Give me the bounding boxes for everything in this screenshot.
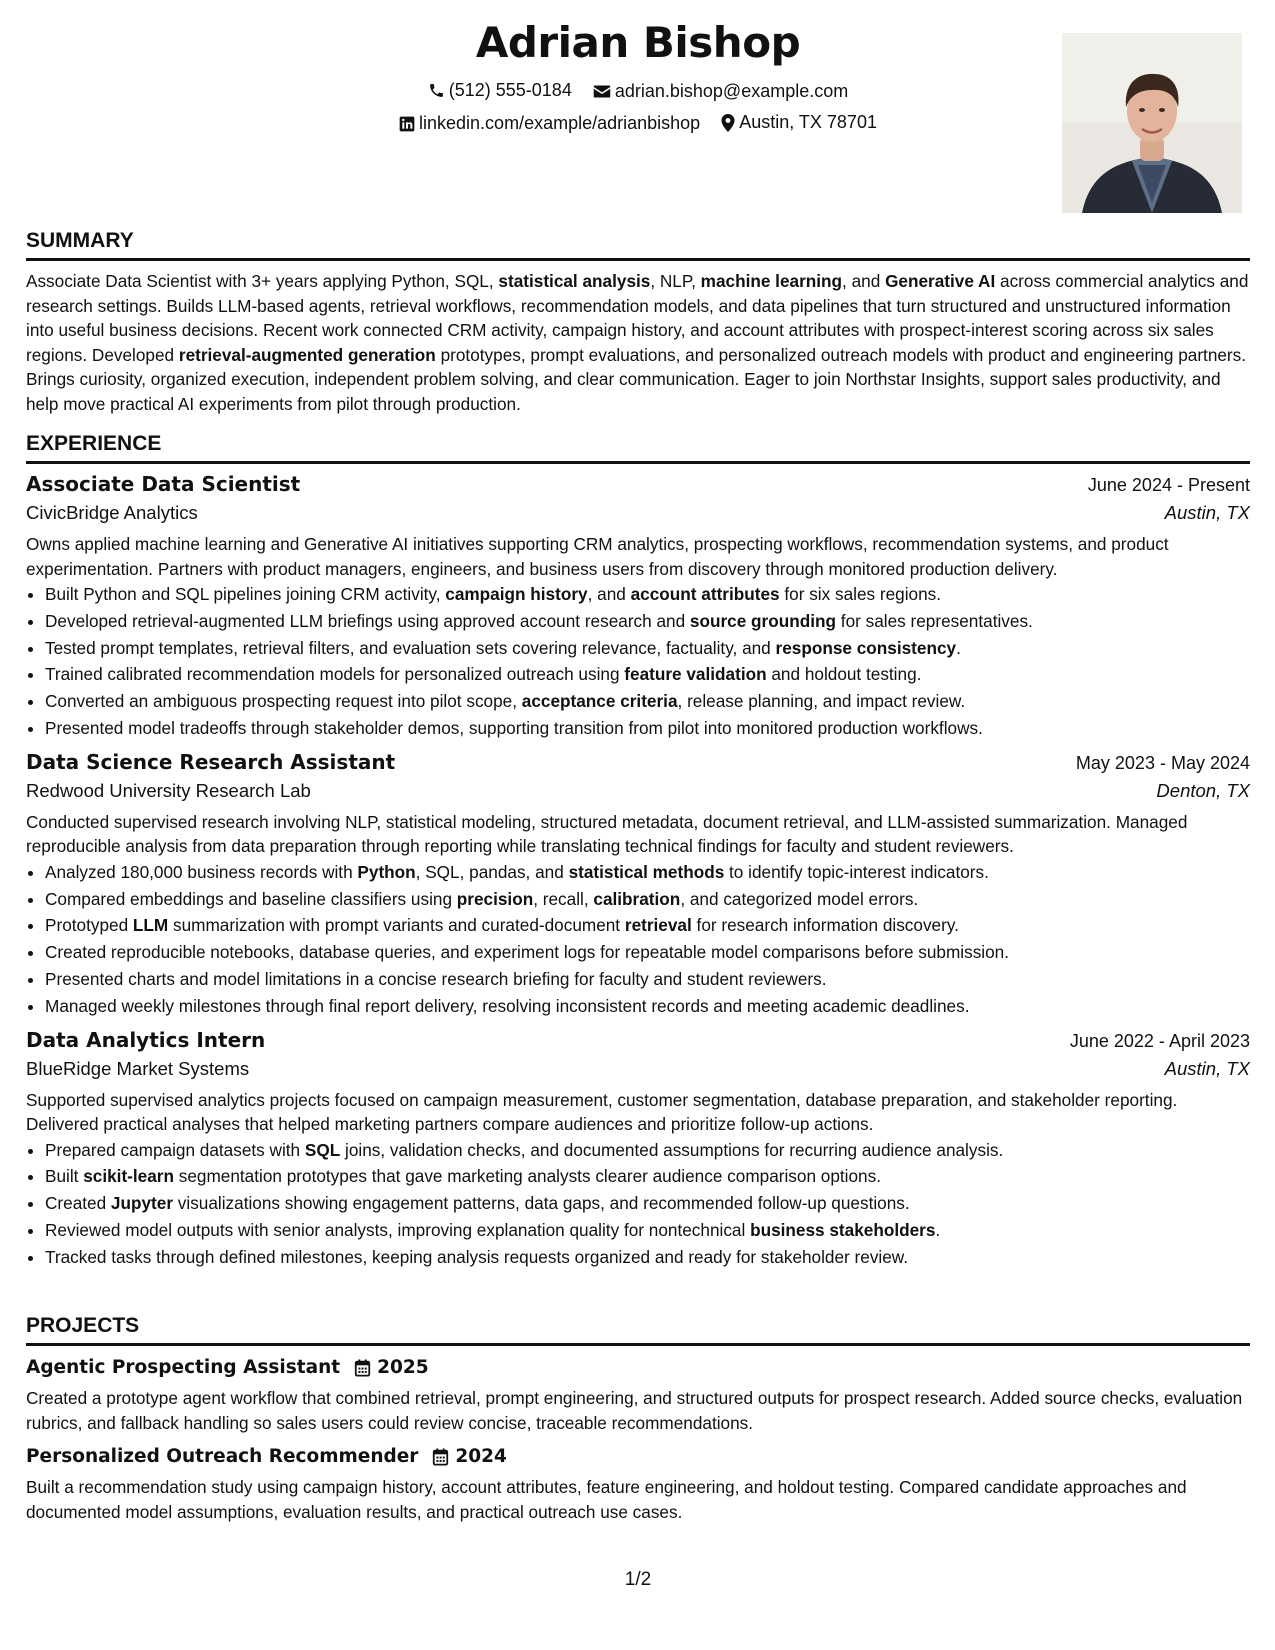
bullet-text: visualizations showing engagement patterns, data gaps, and recommended follow-up questions. xyxy=(173,1193,910,1214)
location-contact xyxy=(721,112,877,133)
location-text: Austin, TX 78701 xyxy=(739,112,877,132)
bullet-item xyxy=(45,966,1250,993)
calendar-icon xyxy=(432,1448,449,1466)
job-header xyxy=(26,1028,1250,1052)
project-year: 2024 xyxy=(455,1446,507,1467)
bullet-text: joins, validation checks, and documented assumptions for recurring audience analysis. xyxy=(340,1139,1004,1160)
job-header xyxy=(26,472,1250,496)
bullet-item xyxy=(45,886,1250,913)
job-title: Associate Data Scientist xyxy=(26,472,301,496)
bullet-item xyxy=(45,635,1250,662)
bullet-highlight: source grounding xyxy=(689,610,837,631)
linkedin-icon xyxy=(399,116,415,132)
bullet-text: for six sales regions. xyxy=(779,584,942,604)
summary-segment: , and xyxy=(842,271,886,291)
envelope-icon xyxy=(593,84,611,99)
company-name: CivicBridge Analytics xyxy=(26,502,198,523)
projects-heading: PROJECTS xyxy=(26,1313,1250,1346)
bullet-text: , and xyxy=(587,584,631,604)
bullet-text: Built xyxy=(45,1166,84,1187)
bullet-item xyxy=(45,1217,1250,1244)
bullet-item xyxy=(45,608,1250,635)
summary-highlight: Generative AI xyxy=(885,271,996,291)
bullet-highlight: precision xyxy=(456,888,534,909)
bullet-text: to identify topic-interest indicators. xyxy=(724,861,989,882)
email-address[interactable]: adrian.bishop@example.com xyxy=(614,81,849,101)
job-header xyxy=(26,750,1250,774)
summary-highlight: machine learning xyxy=(700,271,843,291)
job-dates: May 2023 - May 2024 xyxy=(1075,752,1250,773)
bullet-highlight: retrieval xyxy=(624,915,692,936)
bullet-highlight: Python xyxy=(357,861,416,882)
bullet-item xyxy=(45,1244,1250,1271)
project-name: Agentic Prospecting Assistant xyxy=(26,1357,341,1378)
page-number: 1/2 xyxy=(624,1569,652,1590)
bullet-text: Managed weekly milestones through final report delivery, resolving inconsistent records and meeting academic deadlines. xyxy=(45,995,970,1016)
job-entry xyxy=(26,750,1250,1020)
job-subheader xyxy=(26,780,1250,802)
project-description: Built a recommendation study using campaign history, account attributes, feature engineering, and holdout testing. Compared candidate approaches and documented model assumptions, evaluation results, and practical outreach use cases. xyxy=(26,1477,1187,1522)
bullet-text: Converted an ambiguous prospecting request into pilot scope, xyxy=(45,691,522,712)
bullet-item xyxy=(45,715,1250,742)
email-contact[interactable] xyxy=(593,81,848,102)
bullet-item xyxy=(45,859,1250,886)
job-location: Austin, TX xyxy=(1164,1057,1250,1079)
job-bullets xyxy=(26,859,1250,1020)
job-bullets xyxy=(26,581,1250,742)
bullet-text: and holdout testing. xyxy=(766,664,922,685)
phone-contact xyxy=(428,80,572,101)
job-description: Supported supervised analytics projects focused on campaign measurement, customer segmentation, database preparation, and stakeholder reporting. Delivered practical analyses that helped marketing partners compare audiences and prioritize follow-up actions. xyxy=(26,1089,1178,1135)
bullet-text: , release planning, and impact review. xyxy=(677,691,966,712)
linkedin-url[interactable]: linkedin.com/example/adrianbishop xyxy=(419,113,701,133)
job-bullets xyxy=(26,1137,1250,1271)
job-list xyxy=(26,472,1250,1271)
bullet-text: for sales representatives. xyxy=(836,610,1033,631)
bullet-text: Built Python and SQL pipelines joining CRM activity, xyxy=(45,584,446,604)
job-title: Data Analytics Intern xyxy=(26,1027,266,1052)
bullet-item xyxy=(45,1163,1250,1190)
experience-section xyxy=(26,431,1250,1271)
summary-text xyxy=(26,269,1250,416)
resume-page xyxy=(26,0,1250,1650)
bullet-text: for research information discovery. xyxy=(691,915,959,936)
summary-segment: , NLP, xyxy=(650,271,701,291)
profile-photo xyxy=(1062,33,1242,213)
bullet-text: Created reproducible notebooks, database queries, and experiment logs for repeatable model comparisons before submission. xyxy=(45,942,1010,963)
experience-heading: EXPERIENCE xyxy=(26,431,1250,464)
summary-segment: Associate Data Scientist with 3+ years applying Python, SQL, xyxy=(26,271,499,291)
bullet-highlight: feature validation xyxy=(624,664,767,685)
bullet-text: Reviewed model outputs with senior analysts, improving explanation quality for nontechnical xyxy=(45,1219,751,1240)
job-description: Conducted supervised research involving NLP, statistical modeling, structured metadata, document retrieval, and LLM-assisted summarization. Managed reproducible analysis from data preparation through reporting while translating technical findings for faculty and student reviewers. xyxy=(26,811,1188,857)
bullet-item xyxy=(45,993,1250,1020)
bullet-item xyxy=(45,1190,1250,1217)
bullet-text: Trained calibrated recommendation models for personalized outreach using xyxy=(45,664,625,685)
job-dates: June 2022 - April 2023 xyxy=(1069,1030,1250,1051)
bullet-text: . xyxy=(956,637,961,658)
bullet-text: Prototyped xyxy=(45,915,133,936)
calendar-icon xyxy=(354,1359,371,1377)
bullet-text: Prepared campaign datasets with xyxy=(45,1139,305,1160)
bullet-text: Tracked tasks through defined milestones, keeping analysis requests organized and ready for stakeholder review. xyxy=(45,1246,909,1267)
job-dates: June 2024 - Present xyxy=(1087,475,1250,495)
summary-highlight: retrieval-augmented generation xyxy=(178,344,436,365)
summary-highlight: statistical analysis xyxy=(498,271,651,291)
summary-segment: across commercial analytics and research settings. Builds LLM-based agents, retrieval workflows, recommendation models, and data pipelines that turn structured and unstructured information into useful business decisions. Recent work connected CRM activity, campaign history, and account attributes with prospect-interest scoring across six sales regions. Developed xyxy=(26,271,1249,365)
bullet-highlight: response consistency xyxy=(775,637,957,658)
bullet-highlight: SQL xyxy=(304,1139,341,1160)
projects-section xyxy=(26,1313,1250,1524)
bullet-item xyxy=(45,1137,1250,1164)
bullet-highlight: Jupyter xyxy=(110,1193,174,1214)
bullet-text: Presented model tradeoffs through stakeholder demos, supporting transition from pilot into monitored production workflows. xyxy=(45,717,983,738)
linkedin-contact[interactable] xyxy=(399,113,700,134)
company-name: Redwood University Research Lab xyxy=(26,779,311,801)
bullet-highlight: campaign history xyxy=(445,584,588,604)
bullet-item xyxy=(45,688,1250,715)
bullet-highlight: account attributes xyxy=(630,584,780,604)
bullet-text: Created xyxy=(45,1193,111,1214)
summary-heading: SUMMARY xyxy=(26,228,1250,261)
bullet-item xyxy=(45,912,1250,939)
project-list xyxy=(26,1354,1250,1524)
bullet-item xyxy=(45,661,1250,688)
bullet-text: , recall, xyxy=(533,888,594,909)
bullet-text: Presented charts and model limitations in a concise research briefing for faculty and student reviewers. xyxy=(45,968,827,989)
bullet-highlight: calibration xyxy=(593,888,681,909)
phone-number: (512) 555-0184 xyxy=(448,80,572,100)
bullet-text: , SQL, pandas, and xyxy=(415,861,569,882)
bullet-text: Compared embeddings and baseline classifiers using xyxy=(45,888,457,909)
job-title: Data Science Research Assistant xyxy=(26,749,396,774)
job-entry xyxy=(26,1028,1250,1271)
bullet-text: segmentation prototypes that gave marketing analysts clearer audience comparison options. xyxy=(173,1166,881,1187)
phone-icon xyxy=(428,82,445,99)
project-entry xyxy=(26,1443,1250,1524)
company-name: BlueRidge Market Systems xyxy=(26,1057,250,1079)
job-location: Austin, TX xyxy=(1164,502,1250,523)
job-location: Denton, TX xyxy=(1156,779,1250,801)
bullet-text: . xyxy=(935,1219,941,1240)
bullet-item xyxy=(45,939,1250,966)
job-subheader xyxy=(26,1058,1250,1080)
job-subheader xyxy=(26,502,1250,524)
map-pin-icon xyxy=(721,114,735,132)
bullet-text: Analyzed 180,000 business records with xyxy=(45,861,358,882)
bullet-text: summarization with prompt variants and curated-document xyxy=(168,915,625,936)
project-year: 2025 xyxy=(377,1357,429,1378)
project-description: Created a prototype agent workflow that combined retrieval, prompt engineering, and structured outputs for prospect research. Added source checks, evaluation rubrics, and fallback handling so sales users could review concise, traceable recommendations. xyxy=(26,1388,1243,1433)
bullet-highlight: statistical methods xyxy=(568,861,725,882)
bullet-text: , and categorized model errors. xyxy=(680,888,919,909)
project-header xyxy=(26,1354,1250,1382)
bullet-highlight: acceptance criteria xyxy=(521,691,678,712)
project-header xyxy=(26,1443,1250,1471)
bullet-text: Tested prompt templates, retrieval filters, and evaluation sets covering relevance, factuality, and xyxy=(45,637,776,658)
bullet-highlight: business stakeholders xyxy=(750,1219,936,1240)
job-description: Owns applied machine learning and Generative AI initiatives supporting CRM analytics, prospecting workflows, recommendation systems, and product experimentation. Partners with product managers, engineers, and business users from discovery through monitored production delivery. xyxy=(26,534,1169,579)
profile-photo-image xyxy=(1062,33,1242,213)
candidate-name: Adrian Bishop xyxy=(475,18,801,67)
bullet-highlight: LLM xyxy=(132,915,169,936)
project-name: Personalized Outreach Recommender xyxy=(26,1446,419,1467)
job-entry xyxy=(26,472,1250,742)
resume-header xyxy=(26,0,1250,215)
bullet-highlight: scikit-learn xyxy=(83,1166,174,1187)
summary-segment: prototypes, prompt evaluations, and personalized outreach models with product and engineering partners. Brings curiosity, organized execution, independent problem solving, and clear communication. Eager to join Northstar Insights, support sales productivity, and help move practical AI experiments from pilot through production. xyxy=(26,344,1247,414)
project-entry xyxy=(26,1354,1250,1435)
bullet-item xyxy=(45,581,1250,608)
summary-section xyxy=(26,228,1250,416)
bullet-text: Developed retrieval-augmented LLM briefings using approved account research and xyxy=(45,610,690,631)
